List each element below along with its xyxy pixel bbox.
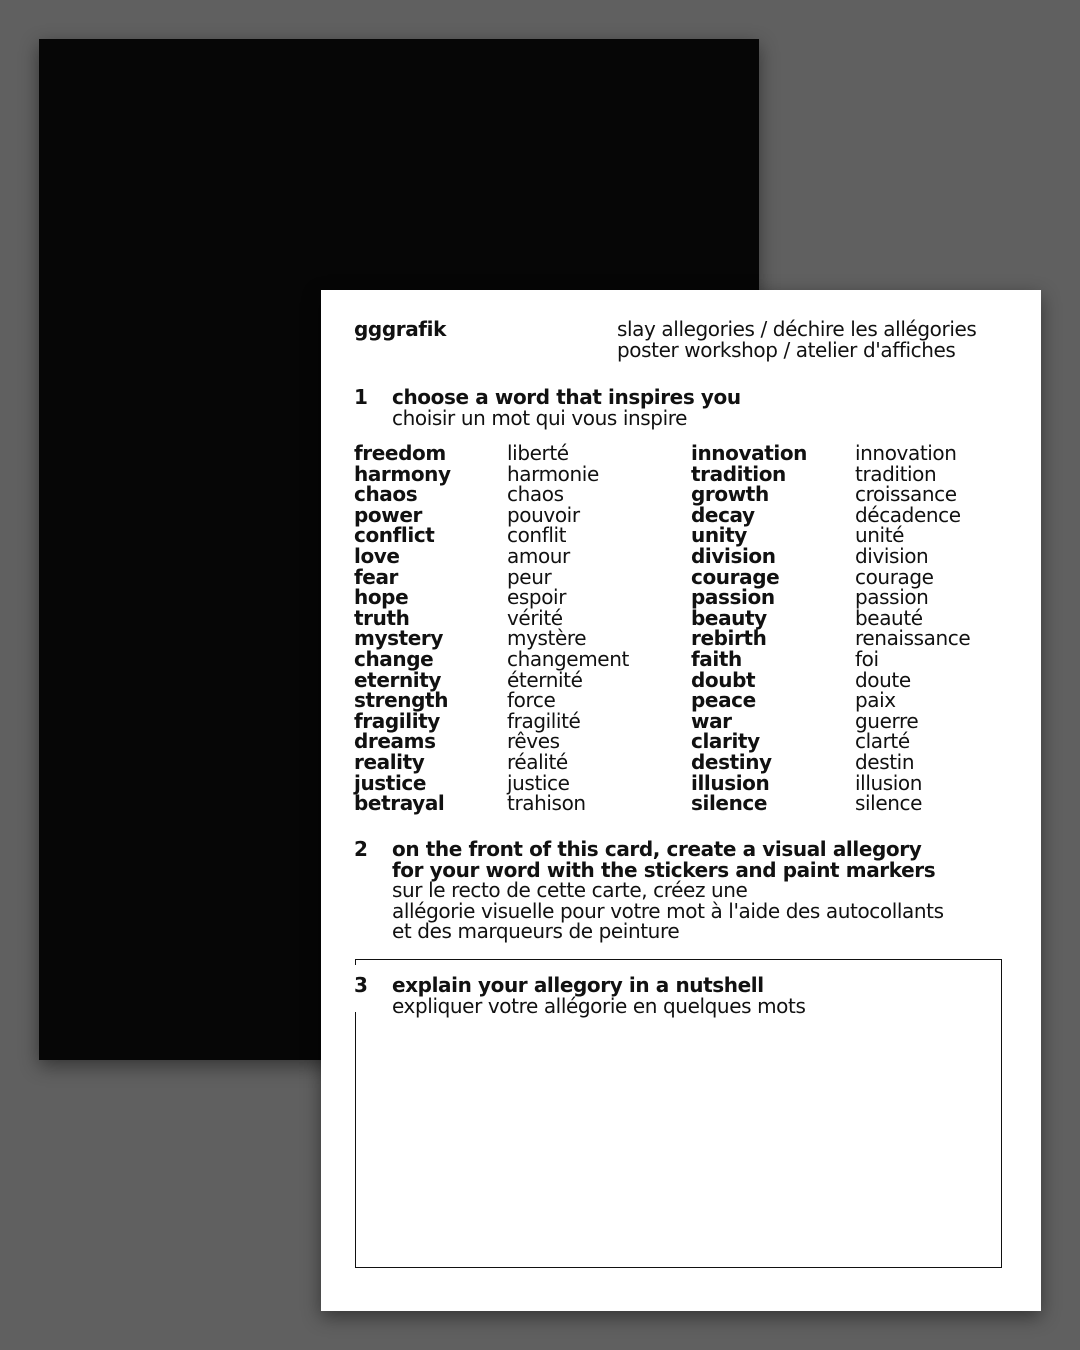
word-list-french-2 [855, 443, 970, 814]
step-2-number: 2 [354, 837, 368, 861]
step-1-text [392, 387, 741, 428]
word-item: division [855, 543, 929, 568]
step-3-french: expliquer votre allégorie en quelques mots [392, 993, 806, 1018]
word-item: tradition [691, 461, 786, 486]
step-3-text [392, 975, 805, 1016]
word-item: chaos [354, 482, 418, 507]
word-item: illusion [855, 770, 923, 795]
word-item: freedom [354, 441, 446, 465]
word-item: chaos [507, 482, 564, 507]
word-item: vérité [507, 605, 563, 630]
word-item: liberté [507, 441, 569, 465]
word-item: unité [855, 523, 905, 548]
step-2-french-line-3: et des marqueurs de peinture [392, 919, 680, 944]
word-item: faith [691, 646, 742, 671]
word-item: beauty [691, 605, 767, 630]
word-item: harmonie [507, 461, 599, 486]
step-1-french: choisir un mot qui vous inspire [392, 405, 688, 430]
word-item: guerre [855, 708, 919, 733]
word-item: croissance [855, 482, 957, 507]
word-item: trahison [507, 791, 586, 816]
word-item: truth [354, 605, 410, 630]
word-item: beauté [855, 605, 923, 630]
word-item: foi [855, 646, 879, 671]
word-item: rebirth [691, 626, 767, 651]
word-item: change [354, 646, 434, 671]
workshop-title-line-1: slay allegories / déchire les allégories [617, 317, 977, 341]
word-item: dreams [354, 729, 436, 754]
word-item: war [691, 708, 732, 733]
word-item: silence [855, 791, 923, 816]
step-3-number: 3 [354, 973, 368, 997]
word-item: hope [354, 585, 409, 610]
word-item: innovation [855, 441, 957, 465]
word-item: décadence [855, 502, 961, 527]
word-item: fragility [354, 708, 440, 733]
word-item: renaissance [855, 626, 971, 651]
word-item: betrayal [354, 791, 445, 816]
word-item: destiny [691, 749, 772, 774]
word-item: harmony [354, 461, 451, 486]
word-item: mystery [354, 626, 444, 651]
word-item: pouvoir [507, 502, 580, 527]
step-2-text [392, 839, 944, 942]
word-item: courage [691, 564, 780, 589]
word-list-english-1 [354, 443, 451, 814]
word-item: destin [855, 749, 915, 774]
word-item: tradition [855, 461, 937, 486]
word-item: passion [855, 585, 929, 610]
word-item: peur [507, 564, 552, 589]
word-item: fragilité [507, 708, 581, 733]
word-list-french-1 [507, 443, 629, 814]
word-item: power [354, 502, 422, 527]
front-card [321, 290, 1041, 1311]
word-item: strength [354, 688, 449, 713]
step-3-english: explain your allegory in a nutshell [392, 973, 764, 997]
word-item: division [691, 543, 776, 568]
word-item: réalité [507, 749, 568, 774]
word-item: conflict [354, 523, 435, 548]
word-item: justice [507, 770, 570, 795]
word-item: eternity [354, 667, 442, 692]
word-item: changement [507, 646, 629, 671]
word-item: doubt [691, 667, 756, 692]
word-item: conflit [507, 523, 567, 548]
step-2-english-line-2: for your word with the stickers and paint markers [392, 857, 936, 882]
word-item: unity [691, 523, 747, 548]
word-item: peace [691, 688, 756, 713]
word-item: silence [691, 791, 768, 816]
word-item: fear [354, 564, 399, 589]
word-item: love [354, 543, 400, 568]
step-2-english-line-1: on the front of this card, create a visual allegory [392, 837, 922, 861]
word-item: justice [354, 770, 427, 795]
word-item: passion [691, 585, 775, 610]
word-item: force [507, 688, 556, 713]
word-item: clarté [855, 729, 910, 754]
word-item: éternité [507, 667, 583, 692]
word-item: mystère [507, 626, 587, 651]
step-1-english: choose a word that inspires you [392, 385, 741, 409]
workshop-title [617, 319, 976, 360]
word-item: courage [855, 564, 934, 589]
step-2-french-line-2: allégorie visuelle pour votre mot à l'aide des autocollants [392, 898, 944, 923]
word-item: espoir [507, 585, 567, 610]
step-2-french-line-1: sur le recto de cette carte, créez une [392, 878, 748, 903]
word-item: growth [691, 482, 769, 507]
word-list-english-2 [691, 443, 807, 814]
step-1-number: 1 [354, 385, 368, 409]
word-item: doute [855, 667, 911, 692]
word-item: decay [691, 502, 755, 527]
word-item: illusion [691, 770, 770, 795]
word-item: rêves [507, 729, 560, 754]
brand-name: gggrafik [354, 317, 446, 341]
workshop-title-line-2: poster workshop / atelier d'affiches [617, 337, 956, 362]
word-item: clarity [691, 729, 760, 754]
word-item: amour [507, 543, 570, 568]
word-item: paix [855, 688, 896, 713]
word-item: reality [354, 749, 425, 774]
word-item: innovation [691, 441, 808, 465]
